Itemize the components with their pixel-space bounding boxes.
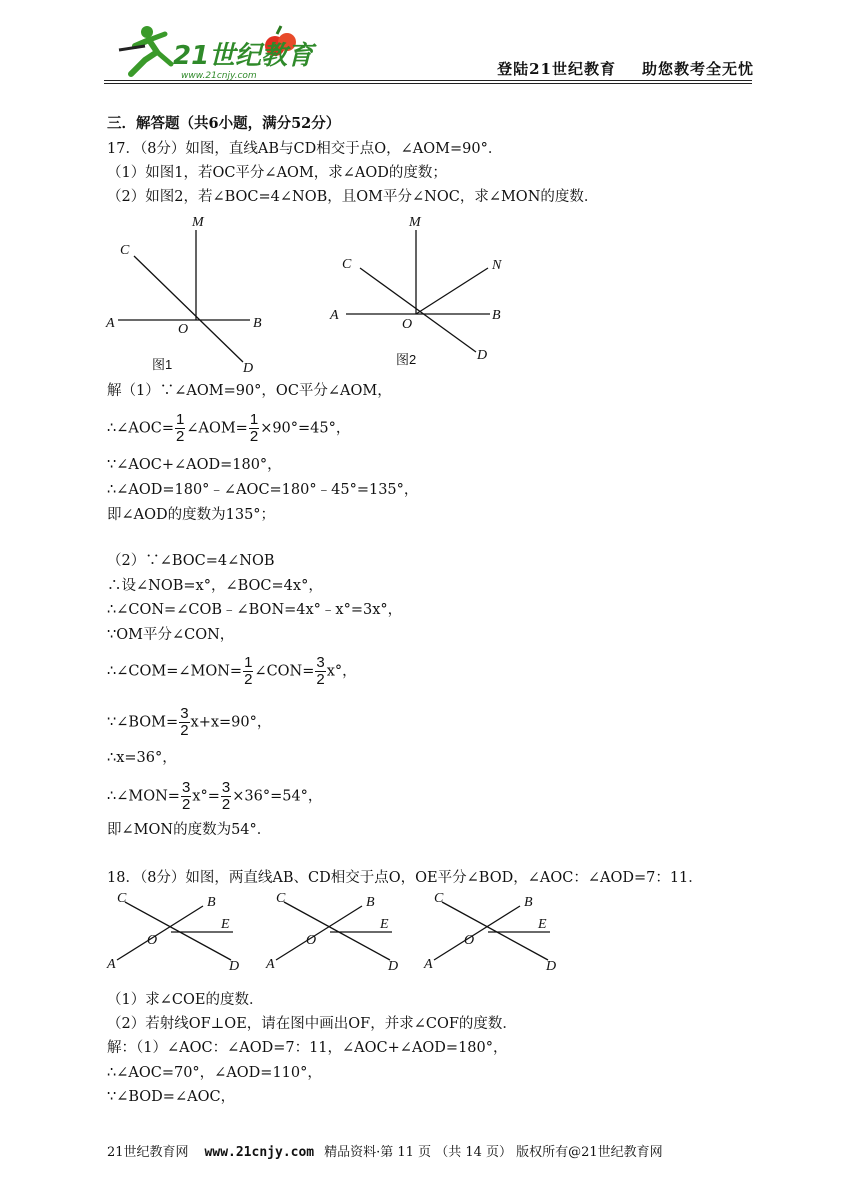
q17-part2: （2）如图2，若∠BOC=4∠NOB，且OM平分∠NOC，求∠MON的度数． bbox=[107, 189, 599, 205]
logo-text: 21世纪教育 bbox=[173, 41, 314, 71]
fig2-caption: 图2 bbox=[396, 352, 417, 367]
q18-figure-1 bbox=[103, 888, 253, 978]
fraction-3-2: $\frac{3}{2}$ bbox=[181, 779, 191, 813]
label-M: M bbox=[192, 215, 204, 230]
q18-sol-s3: ∵∠BOD=∠AOC， bbox=[107, 1089, 236, 1105]
label-A: A bbox=[424, 957, 433, 972]
q17-sol-l5: 即∠AOD的度数为135°； bbox=[107, 507, 276, 523]
slogan-left: 登陆21世纪教育 bbox=[497, 60, 616, 78]
q17-part1: （1）如图1，若OC平分∠AOM，求∠AOD的度数； bbox=[107, 165, 447, 181]
q18-part1: （1）求∠COE的度数． bbox=[107, 992, 264, 1008]
logo-url: www.21cnjy.com bbox=[181, 71, 257, 81]
label-B: B bbox=[524, 895, 533, 910]
label-C: C bbox=[342, 257, 352, 272]
footer-page-info: 精品资料·第 11 页 （共 14 页） 版权所有@21世纪教育网 bbox=[324, 1145, 663, 1160]
fraction-1-2: $\frac{1}{2}$ bbox=[244, 654, 253, 688]
line-CD bbox=[284, 902, 390, 960]
line-CD bbox=[442, 902, 548, 960]
label-D: D bbox=[229, 959, 240, 974]
q17-sol-l1: 解（1）∵∠AOM=90°，OC平分∠AOM， bbox=[107, 383, 392, 399]
q17-sol-l11: ∵∠BOM= $\frac{3}{2}$ x+x=90°， bbox=[107, 705, 272, 739]
label-D: D bbox=[477, 348, 488, 363]
label-M: M bbox=[409, 215, 421, 230]
line-CD bbox=[134, 256, 243, 362]
q17-sol-l14: 即∠MON的度数为54°． bbox=[107, 822, 272, 838]
q18-part2: （2）若射线OF⊥OE，请在图中画出OF，并求∠COF的度数． bbox=[107, 1016, 517, 1032]
label-A: A bbox=[107, 957, 116, 972]
q17-sol-l9: ∵OM平分∠CON， bbox=[107, 627, 235, 643]
q17-sol-l13: ∴∠MON= $\frac{3}{2}$ x°= $\frac{3}{2}$ ×36°=54°， bbox=[107, 779, 323, 813]
label-E: E bbox=[380, 917, 389, 932]
q17-sol-l8: ∴∠CON=∠COB﹣∠BON=4x°﹣x°=3x°， bbox=[107, 602, 403, 618]
label-A: A bbox=[106, 316, 115, 331]
fraction-3-2: $\frac{3}{2}$ bbox=[316, 654, 325, 688]
label-N: N bbox=[492, 258, 502, 273]
line-AB bbox=[117, 906, 203, 960]
footer-site: 21世纪教育网 bbox=[107, 1145, 189, 1160]
label-D: D bbox=[243, 361, 254, 375]
q17-sol-l2: ∴∠AOC= $\frac{1}{2}$ ∠AOM= $\frac{1}{2}$ ×90°=45°， bbox=[107, 411, 351, 445]
header-divider-thin bbox=[104, 83, 752, 84]
q18-sol-s1: 解：（1）∠AOC：∠AOD=7：11，∠AOC+∠AOD=180°， bbox=[107, 1040, 508, 1056]
q17-stem: 17．（8分）如图，直线AB与CD相交于点O，∠AOM=90°． bbox=[107, 141, 503, 157]
q17-figure-1 bbox=[100, 210, 300, 375]
ray-ON bbox=[416, 268, 488, 314]
fraction-1-2: $\frac{1}{2}$ bbox=[249, 411, 259, 445]
label-E: E bbox=[221, 917, 230, 932]
q17-figure-2 bbox=[322, 210, 522, 375]
label-A: A bbox=[266, 957, 275, 972]
q17-sol-l6: （2）∵∠BOC=4∠NOB bbox=[107, 553, 275, 569]
runner-icon bbox=[119, 26, 171, 74]
label-B: B bbox=[253, 316, 262, 331]
section-title: 三．解答题（共6小题，满分52分） bbox=[107, 115, 341, 132]
slogan-right: 助您教考全无忧 bbox=[641, 60, 754, 78]
label-O: O bbox=[306, 933, 317, 948]
line-AB bbox=[434, 906, 520, 960]
footer-url[interactable]: www.21cnjy.com bbox=[204, 1145, 315, 1160]
q18-figure-3 bbox=[420, 888, 570, 978]
q18-figure-2 bbox=[262, 888, 412, 978]
label-A: A bbox=[330, 308, 339, 323]
q17-sol-l7: ∴设∠NOB=x°，∠BOC=4x°， bbox=[107, 578, 323, 594]
q17-sol-l3: ∵∠AOC+∠AOD=180°， bbox=[107, 457, 282, 473]
header-slogan bbox=[471, 58, 754, 79]
label-D: D bbox=[388, 959, 399, 974]
q17-sol-l10: ∴∠COM=∠MON= $\frac{1}{2}$ ∠CON= $\frac{3}{2}$ x°， bbox=[107, 654, 357, 688]
label-E: E bbox=[538, 917, 547, 932]
q17-sol-l12: ∴x=36°， bbox=[107, 750, 177, 766]
label-C: C bbox=[117, 891, 127, 906]
label-B: B bbox=[492, 308, 501, 323]
fraction-3-2: $\frac{3}{2}$ bbox=[221, 779, 231, 813]
q18-sol-s2: ∴∠AOC=70°，∠AOD=110°， bbox=[107, 1065, 322, 1081]
label-O: O bbox=[402, 317, 413, 332]
label-C: C bbox=[276, 891, 286, 906]
line-CD bbox=[125, 902, 231, 960]
label-O: O bbox=[464, 933, 475, 948]
label-O: O bbox=[147, 933, 158, 948]
label-O: O bbox=[178, 322, 189, 337]
label-D: D bbox=[546, 959, 557, 974]
header-divider bbox=[104, 80, 752, 81]
page-header bbox=[0, 0, 860, 90]
site-logo bbox=[105, 2, 325, 82]
line-AB bbox=[276, 906, 362, 960]
label-C: C bbox=[434, 891, 444, 906]
fig1-caption: 图1 bbox=[152, 357, 173, 372]
label-C: C bbox=[120, 243, 130, 258]
label-B: B bbox=[207, 895, 216, 910]
q18-stem: 18．（8分）如图，两直线AB、CD相交于点O，OE平分∠BOD，∠AOC：∠AOD=7：11． bbox=[107, 870, 703, 886]
label-B: B bbox=[366, 895, 375, 910]
fraction-3-2: $\frac{3}{2}$ bbox=[180, 705, 189, 739]
line-CD bbox=[360, 268, 476, 352]
page-footer bbox=[107, 1141, 663, 1160]
fraction-1-2: $\frac{1}{2}$ bbox=[175, 411, 185, 445]
q17-sol-l4: ∴∠AOD=180°﹣∠AOC=180°﹣45°=135°， bbox=[107, 482, 419, 498]
